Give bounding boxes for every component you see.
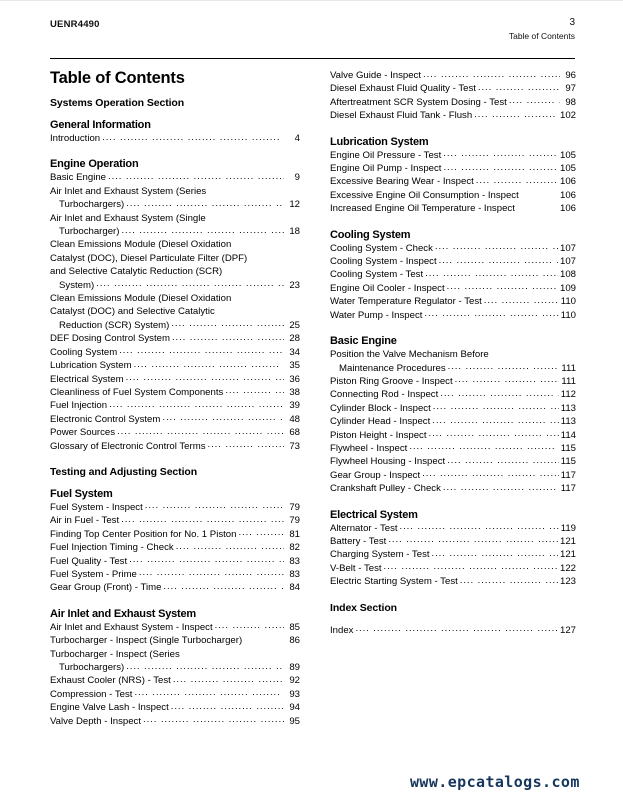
toc-entry-page-number: 119 bbox=[560, 522, 576, 534]
toc-group-heading: Basic Engine bbox=[330, 335, 397, 348]
toc-entry-page-number: 113 bbox=[560, 416, 576, 428]
toc-dot-leader bbox=[126, 660, 284, 673]
toc-entry-page-number: 102 bbox=[559, 110, 576, 122]
toc-entry-label: Lubrication System bbox=[50, 360, 132, 372]
toc-entry[interactable] bbox=[50, 715, 300, 728]
toc-entry-label: Compression - Test bbox=[50, 688, 133, 700]
toc-entry[interactable] bbox=[330, 309, 576, 322]
toc-entry-label: Reduction (SCR) System) bbox=[59, 319, 170, 331]
toc-dot-leader bbox=[440, 387, 558, 400]
toc-entry-label: Introduction bbox=[50, 133, 101, 144]
toc-entry[interactable] bbox=[330, 202, 576, 215]
toc-entry[interactable] bbox=[330, 348, 576, 375]
toc-dot-leader bbox=[474, 108, 558, 121]
toc-dot-leader bbox=[429, 427, 559, 440]
toc-entry-page-number: 73 bbox=[289, 440, 300, 452]
toc-dot-leader bbox=[121, 224, 284, 237]
toc-entry-page-number: 93 bbox=[289, 688, 300, 700]
toc-dot-leader bbox=[163, 580, 284, 593]
toc-dot-leader bbox=[173, 673, 284, 686]
toc-group bbox=[50, 119, 300, 145]
toc-dot-leader bbox=[435, 240, 558, 253]
toc-entry[interactable] bbox=[50, 132, 300, 145]
toc-entry[interactable] bbox=[330, 482, 576, 495]
toc-entry-page-number: 117 bbox=[560, 483, 576, 495]
toc-group-heading: Electrical System bbox=[330, 508, 418, 521]
toc-dot-leader bbox=[355, 622, 558, 635]
toc-columns bbox=[0, 1, 623, 809]
toc-dot-leader bbox=[447, 454, 559, 467]
toc-entry-page-number: 68 bbox=[289, 427, 300, 439]
toc-group-continued bbox=[330, 69, 576, 123]
toc-entry[interactable] bbox=[50, 648, 300, 675]
page-number: 3 bbox=[569, 17, 575, 28]
toc-section-title: Index Section bbox=[330, 601, 397, 614]
toc-dot-leader bbox=[425, 267, 558, 280]
toc-entry-page-number: 107 bbox=[559, 242, 576, 254]
toc-entry-label: Flywheel - Inspect bbox=[330, 442, 408, 454]
toc-entry-label: Cooling System - Check bbox=[330, 242, 433, 254]
toc-dot-leader bbox=[409, 440, 558, 453]
toc-entry-page-number: 36 bbox=[289, 373, 300, 385]
toc-entry-page-number: 89 bbox=[289, 662, 300, 673]
toc-entry-label-line: Turbocharger - Inspect (Series bbox=[50, 648, 180, 660]
toc-entry-page-number: 4 bbox=[294, 133, 300, 144]
toc-entry-label: Electronic Control System bbox=[50, 413, 161, 425]
toc-dot-leader bbox=[176, 540, 284, 553]
toc-dot-leader bbox=[96, 277, 284, 290]
toc-entry-label: Crankshaft Pulley - Check bbox=[330, 483, 441, 495]
toc-entry-page-number: 106 bbox=[559, 176, 576, 188]
document-id: UENR4490 bbox=[50, 19, 100, 30]
toc-entry-page-number: 121 bbox=[559, 535, 576, 547]
toc-group bbox=[330, 335, 576, 495]
toc-entry-page-number: 110 bbox=[560, 309, 576, 321]
toc-entry-label: Flywheel Housing - Inspect bbox=[330, 456, 446, 468]
toc-entry-label: Piston Ring Groove - Inspect bbox=[330, 375, 453, 387]
toc-entry-page-number: 39 bbox=[289, 400, 300, 412]
toc-entry-label: Electric Starting System - Test bbox=[330, 576, 458, 588]
toc-entry-label: Engine Valve Lash - Inspect bbox=[50, 702, 169, 714]
toc-entry[interactable] bbox=[50, 581, 300, 594]
toc-entry-page-number: 113 bbox=[560, 402, 576, 414]
toc-dot-leader bbox=[384, 560, 558, 573]
toc-entry-page-number: 9 bbox=[294, 172, 300, 184]
toc-dot-leader bbox=[109, 398, 284, 411]
toc-entry-label: Power Sources bbox=[50, 427, 116, 439]
toc-entry-label: Diesel Exhaust Fluid Quality - Test bbox=[330, 83, 476, 95]
toc-entry-page-number: 79 bbox=[289, 501, 300, 513]
toc-entry-label: Basic Engine bbox=[50, 172, 106, 184]
toc-entry-page-number: 95 bbox=[289, 715, 300, 727]
toc-dot-leader bbox=[172, 331, 284, 344]
page-title: Table of Contents bbox=[50, 69, 185, 87]
toc-entry-page-number: 85 bbox=[289, 621, 300, 633]
toc-dot-leader bbox=[102, 131, 284, 144]
toc-entry-label: V-Belt - Test bbox=[330, 562, 382, 574]
toc-entry[interactable] bbox=[50, 634, 300, 647]
toc-entry-label: Connecting Rod - Inspect bbox=[330, 389, 439, 401]
toc-entry-label: Air in Fuel - Test bbox=[50, 515, 120, 527]
toc-entry-page-number: 98 bbox=[565, 96, 576, 108]
toc-entry-label: Engine Oil Pump - Inspect bbox=[330, 163, 442, 175]
toc-entry-page-number: 34 bbox=[289, 346, 300, 358]
toc-dot-leader bbox=[238, 526, 284, 539]
toc-entry-label: Finding Top Center Position for No. 1 Piston bbox=[50, 528, 237, 540]
toc-entry-page-number: 122 bbox=[559, 562, 576, 574]
toc-entry-page-number: 105 bbox=[559, 149, 576, 161]
toc-dot-leader bbox=[424, 307, 558, 320]
toc-entry-page-number: 127 bbox=[559, 624, 576, 636]
toc-entry-label: Glossary of Electronic Control Terms bbox=[50, 440, 206, 452]
toc-entry-label-line: Catalyst (DOC) and Selective Catalytic bbox=[50, 306, 215, 318]
toc-entry-label: Cylinder Block - Inspect bbox=[330, 402, 431, 414]
toc-entry[interactable] bbox=[50, 185, 300, 212]
toc-dot-leader bbox=[171, 700, 284, 713]
toc-entry-page-number: 82 bbox=[289, 542, 300, 554]
toc-entry-page-number: 18 bbox=[289, 226, 300, 238]
toc-entry[interactable] bbox=[50, 238, 300, 292]
toc-dot-leader bbox=[171, 317, 284, 330]
toc-group bbox=[50, 608, 300, 728]
toc-entry-label-line: and Selective Catalytic Reduction (SCR) bbox=[50, 266, 223, 278]
toc-entry-label: Fuel Quality - Test bbox=[50, 555, 128, 567]
toc-entry-label: Fuel System - Inspect bbox=[50, 501, 143, 513]
toc-group-heading: Engine Operation bbox=[50, 158, 139, 171]
toc-group-heading: General Information bbox=[50, 119, 151, 131]
toc-entry-label: System) bbox=[59, 279, 95, 291]
toc-entry[interactable] bbox=[330, 189, 576, 202]
toc-entry-page-number: 106 bbox=[559, 189, 576, 201]
toc-dot-leader bbox=[443, 481, 559, 494]
toc-entry-label: Aftertreatment SCR System Dosing - Test bbox=[330, 96, 507, 108]
toc-group bbox=[330, 509, 576, 589]
toc-entry-page-number: 114 bbox=[560, 429, 576, 441]
toc-entry-page-number: 111 bbox=[561, 362, 576, 374]
toc-entry-page-number: 94 bbox=[289, 702, 300, 714]
header-subtitle: Table of Contents bbox=[508, 31, 575, 41]
toc-entry-label-line: Catalyst (DOC), Diesel Particulate Filter (DPF) bbox=[50, 252, 248, 264]
toc-entry-label-line: Clean Emissions Module (Diesel Oxidation bbox=[50, 293, 232, 305]
toc-entry-label: Charging System - Test bbox=[330, 549, 430, 561]
toc-entry-label: Turbochargers) bbox=[59, 662, 125, 673]
toc-entry-page-number: 97 bbox=[565, 83, 576, 95]
toc-entry-page-number: 92 bbox=[289, 675, 300, 687]
toc-entry-label: Piston Height - Inspect bbox=[330, 429, 427, 441]
toc-entry-label: Excessive Engine Oil Consumption - Inspect bbox=[330, 189, 519, 201]
toc-group-heading: Air Inlet and Exhaust System bbox=[50, 607, 196, 620]
toc-dot-leader bbox=[117, 425, 284, 438]
toc-dot-leader bbox=[447, 280, 558, 293]
toc-entry-label-line: Clean Emissions Module (Diesel Oxidation bbox=[50, 239, 232, 251]
toc-entry-page-number: 115 bbox=[560, 456, 576, 468]
toc-dot-leader bbox=[443, 147, 558, 160]
toc-entry-label: Maintenance Procedures bbox=[339, 362, 446, 374]
toc-entry-label: Fuel System - Prime bbox=[50, 568, 137, 580]
toc-entry-label: Cooling System - Inspect bbox=[330, 256, 437, 268]
toc-entry-page-number: 108 bbox=[559, 269, 576, 281]
toc-entry-label: Increased Engine Oil Temperature - Inspect bbox=[330, 203, 515, 215]
toc-entry-label-line: Air Inlet and Exhaust System (Series bbox=[50, 185, 207, 197]
toc-entry-label: Valve Depth - Inspect bbox=[50, 715, 142, 727]
toc-dot-leader bbox=[432, 414, 558, 427]
watermark: www.epcatalogs.com bbox=[410, 773, 580, 791]
toc-group bbox=[330, 229, 576, 322]
toc-entry-label: DEF Dosing Control System bbox=[50, 333, 170, 345]
toc-entry-label: Water Pump - Inspect bbox=[330, 309, 423, 321]
toc-entry-label: Index bbox=[330, 624, 354, 636]
toc-dot-leader bbox=[422, 467, 559, 480]
toc-entry-label: Turbochargers) bbox=[59, 199, 125, 211]
toc-entry-label: Gear Group - Inspect bbox=[330, 469, 421, 481]
toc-dot-leader bbox=[423, 68, 560, 81]
toc-entry[interactable] bbox=[50, 171, 300, 184]
toc-entry-label: Excessive Bearing Wear - Inspect bbox=[330, 176, 474, 188]
toc-entry-page-number: 109 bbox=[559, 282, 576, 294]
toc-dot-leader bbox=[432, 547, 558, 560]
toc-dot-leader bbox=[145, 499, 284, 512]
toc-dot-leader bbox=[509, 94, 560, 107]
toc-dot-leader bbox=[162, 411, 284, 424]
toc-entry[interactable] bbox=[50, 440, 300, 453]
toc-dot-leader bbox=[478, 81, 560, 94]
toc-entry-label: Engine Oil Pressure - Test bbox=[330, 149, 442, 161]
toc-entry-label: Diesel Exhaust Fluid Tank - Flush bbox=[330, 110, 473, 122]
toc-dot-leader bbox=[215, 619, 284, 632]
toc-dot-leader bbox=[439, 254, 558, 267]
toc-section-title: Systems Operation Section bbox=[50, 97, 185, 109]
toc-entry-page-number: 83 bbox=[289, 568, 300, 580]
toc-entry[interactable] bbox=[330, 575, 576, 588]
toc-dot-leader bbox=[119, 344, 284, 357]
toc-entry-page-number: 35 bbox=[289, 360, 300, 372]
toc-entry-page-number: 12 bbox=[289, 199, 300, 211]
toc-dot-leader bbox=[484, 294, 559, 307]
toc-entry-label: Electrical System bbox=[50, 373, 124, 385]
toc-dot-leader bbox=[108, 170, 284, 183]
toc-entry-page-number: 112 bbox=[560, 389, 576, 401]
toc-entry-page-number: 86 bbox=[289, 635, 300, 647]
toc-entry-page-number: 110 bbox=[560, 296, 576, 308]
toc-dot-leader bbox=[400, 520, 559, 533]
toc-dot-leader bbox=[443, 161, 558, 174]
toc-entry-label: Cleanliness of Fuel System Components bbox=[50, 386, 224, 398]
toc-group-heading: Cooling System bbox=[330, 228, 411, 241]
toc-entry-page-number: 48 bbox=[289, 413, 300, 425]
toc-entry-label-line: Position the Valve Mechanism Before bbox=[330, 349, 489, 361]
toc-entry-label: Engine Oil Cooler - Inspect bbox=[330, 282, 445, 294]
toc-group bbox=[50, 488, 300, 595]
toc-entry-label: Turbocharger - Inspect (Single Turbocharger) bbox=[50, 635, 243, 647]
toc-group bbox=[50, 158, 300, 453]
toc-entry-label: Alternator - Test bbox=[330, 522, 398, 534]
toc-entry-label: Cooling System bbox=[50, 346, 118, 358]
toc-dot-leader bbox=[476, 174, 558, 187]
toc-entry-page-number: 123 bbox=[559, 576, 576, 588]
toc-dot-leader bbox=[126, 371, 284, 384]
toc-entry[interactable] bbox=[50, 292, 300, 332]
toc-entry-page-number: 107 bbox=[559, 256, 576, 268]
toc-entry-page-number: 105 bbox=[559, 163, 576, 175]
toc-dot-leader bbox=[134, 358, 284, 371]
toc-entry[interactable] bbox=[50, 212, 300, 239]
toc-entry-label: Air Inlet and Exhaust System - Inspect bbox=[50, 621, 213, 633]
toc-entry-page-number: 121 bbox=[559, 549, 576, 561]
toc-entry-label: Gear Group (Front) - Time bbox=[50, 582, 162, 594]
toc-entry-page-number: 28 bbox=[289, 333, 300, 345]
toc-entry-page-number: 84 bbox=[289, 582, 300, 594]
toc-dot-leader bbox=[129, 553, 284, 566]
toc-entry[interactable] bbox=[50, 621, 300, 634]
toc-dot-leader bbox=[448, 360, 560, 373]
toc-dot-leader bbox=[143, 713, 284, 726]
toc-entry-label: Fuel Injection bbox=[50, 400, 108, 412]
toc-dot-leader bbox=[388, 533, 558, 546]
toc-group-heading: Lubrication System bbox=[330, 135, 429, 148]
toc-entry-label: Water Temperature Regulator - Test bbox=[330, 296, 482, 308]
toc-dot-leader bbox=[126, 197, 284, 210]
toc-entry-page-number: 79 bbox=[289, 515, 300, 527]
toc-dot-leader bbox=[208, 438, 284, 451]
toc-entry-page-number: 96 bbox=[565, 70, 576, 81]
toc-entry-page-number: 83 bbox=[289, 555, 300, 567]
toc-entry-label-line: Air Inlet and Exhaust System (Single bbox=[50, 212, 206, 224]
toc-dot-leader bbox=[225, 384, 284, 397]
toc-dot-leader bbox=[139, 566, 284, 579]
toc-dot-leader bbox=[121, 513, 284, 526]
toc-entry-page-number: 106 bbox=[559, 203, 576, 215]
toc-group-index bbox=[330, 624, 576, 637]
toc-entry-page-number: 81 bbox=[289, 528, 300, 540]
toc-entry-page-number: 111 bbox=[561, 375, 576, 387]
toc-group bbox=[330, 136, 576, 216]
toc-entry-label: Exhaust Cooler (NRS) - Test bbox=[50, 675, 171, 687]
toc-entry-page-number: 38 bbox=[289, 386, 300, 398]
toc-entry-page-number: 117 bbox=[560, 469, 576, 481]
toc-entry-page-number: 25 bbox=[289, 319, 300, 331]
toc-entry-label: Cylinder Head - Inspect bbox=[330, 416, 431, 428]
toc-entry[interactable] bbox=[330, 175, 576, 188]
toc-entry[interactable] bbox=[330, 109, 576, 122]
toc-entry-label: Battery - Test bbox=[330, 535, 387, 547]
toc-dot-leader bbox=[433, 400, 559, 413]
toc-entry-label: Fuel Injection Timing - Check bbox=[50, 542, 174, 554]
toc-entry-page-number: 23 bbox=[289, 279, 300, 291]
toc-dot-leader bbox=[460, 574, 558, 587]
toc-entry-label: Cooling System - Test bbox=[330, 269, 424, 281]
toc-entry-page-number: 115 bbox=[560, 442, 576, 454]
toc-group-heading: Fuel System bbox=[50, 487, 113, 500]
toc-section-title: Testing and Adjusting Section bbox=[50, 465, 198, 478]
toc-entry[interactable] bbox=[330, 624, 576, 637]
toc-dot-leader bbox=[134, 686, 284, 699]
toc-entry-label: Valve Guide - Inspect bbox=[330, 70, 422, 81]
toc-dot-leader bbox=[455, 373, 560, 386]
toc-entry-label: Turbocharger) bbox=[59, 226, 120, 238]
